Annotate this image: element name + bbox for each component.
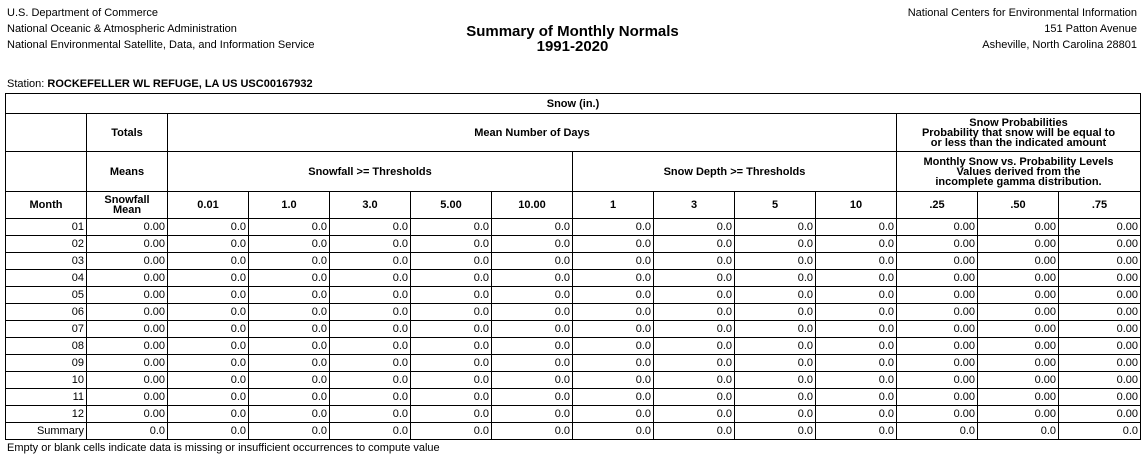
value-cell: 0.00 xyxy=(1059,355,1141,372)
value-cell: 0.00 xyxy=(1059,372,1141,389)
table-row xyxy=(6,236,1141,253)
value-cell: 0.00 xyxy=(897,236,978,253)
value-cell: 0.0 xyxy=(654,389,735,406)
value-cell: 0.0 xyxy=(654,287,735,304)
snowfall-thresholds-header: Snowfall >= Thresholds xyxy=(168,152,573,192)
report-period: 1991-2020 xyxy=(536,38,609,55)
value-cell: 0.00 xyxy=(897,287,978,304)
value-cell: 0.00 xyxy=(87,321,168,338)
value-cell: 0.0 xyxy=(411,406,492,423)
value-cell: 0.0 xyxy=(897,423,978,440)
threshold-column-header: .50 xyxy=(978,192,1059,219)
month-cell: Summary xyxy=(6,423,87,440)
header-line: Snow Probabilities xyxy=(969,116,1068,129)
value-cell: 0.0 xyxy=(492,219,573,236)
value-cell: 0.0 xyxy=(492,270,573,287)
value-cell: 0.00 xyxy=(897,321,978,338)
value-cell: 0.0 xyxy=(654,423,735,440)
value-cell: 0.0 xyxy=(87,423,168,440)
header-line: Values derived from the xyxy=(956,165,1081,178)
value-cell: 0.0 xyxy=(573,372,654,389)
table-row xyxy=(6,304,1141,321)
value-cell: 0.0 xyxy=(816,287,897,304)
agency-line: National Oceanic & Atmospheric Administration xyxy=(7,23,237,35)
mean-days-header: Mean Number of Days xyxy=(168,114,897,152)
value-cell: 0.0 xyxy=(816,338,897,355)
value-cell: 0.00 xyxy=(1059,219,1141,236)
table-row xyxy=(6,270,1141,287)
value-cell: 0.0 xyxy=(249,253,330,270)
table-row xyxy=(6,406,1141,423)
month-cell: 05 xyxy=(6,287,87,304)
value-cell: 0.00 xyxy=(978,372,1059,389)
value-cell: 0.00 xyxy=(978,389,1059,406)
value-cell: 0.00 xyxy=(87,236,168,253)
value-cell: 0.0 xyxy=(168,236,249,253)
value-cell: 0.0 xyxy=(978,423,1059,440)
threshold-column-header: .75 xyxy=(1059,192,1141,219)
value-cell: 0.0 xyxy=(573,321,654,338)
month-cell: 01 xyxy=(6,219,87,236)
value-cell: 0.0 xyxy=(816,236,897,253)
value-cell: 0.00 xyxy=(1059,389,1141,406)
threshold-column-header: 0.01 xyxy=(168,192,249,219)
address-line: Asheville, North Carolina 28801 xyxy=(982,39,1137,51)
value-cell: 0.0 xyxy=(492,372,573,389)
snow-depth-thresholds-header: Snow Depth >= Thresholds xyxy=(573,152,897,192)
value-cell: 0.00 xyxy=(897,355,978,372)
value-cell: 0.00 xyxy=(978,253,1059,270)
value-cell: 0.0 xyxy=(654,304,735,321)
value-cell: 0.0 xyxy=(816,321,897,338)
value-cell: 0.0 xyxy=(330,219,411,236)
value-cell: 0.0 xyxy=(816,372,897,389)
value-cell: 0.0 xyxy=(330,253,411,270)
value-cell: 0.0 xyxy=(573,270,654,287)
footnote: Empty or blank cells indicate data is missing or insufficient occurrences to compute value xyxy=(7,442,440,454)
value-cell: 0.0 xyxy=(654,236,735,253)
value-cell: 0.0 xyxy=(330,236,411,253)
value-cell: 0.0 xyxy=(816,270,897,287)
value-cell: 0.00 xyxy=(978,338,1059,355)
value-cell: 0.0 xyxy=(411,389,492,406)
value-cell: 0.00 xyxy=(1059,321,1141,338)
value-cell: 0.0 xyxy=(330,389,411,406)
value-cell: 0.00 xyxy=(978,355,1059,372)
header-line: Probability that snow will be equal to xyxy=(921,126,1116,139)
value-cell: 0.0 xyxy=(249,355,330,372)
value-cell: 0.0 xyxy=(654,406,735,423)
value-cell: 0.0 xyxy=(249,321,330,338)
table-row xyxy=(6,219,1141,236)
value-cell: 0.0 xyxy=(654,321,735,338)
value-cell: 0.0 xyxy=(492,338,573,355)
agency-line: National Environmental Satellite, Data, and Information Service xyxy=(7,39,315,51)
value-cell: 0.0 xyxy=(168,406,249,423)
value-cell: 0.0 xyxy=(816,423,897,440)
value-cell: 0.0 xyxy=(411,219,492,236)
value-cell: 0.0 xyxy=(249,219,330,236)
table-row xyxy=(6,338,1141,355)
value-cell: 0.00 xyxy=(87,287,168,304)
month-cell: 06 xyxy=(6,304,87,321)
value-cell: 0.0 xyxy=(735,338,816,355)
table-row xyxy=(6,372,1141,389)
value-cell: 0.0 xyxy=(492,253,573,270)
agency-line: U.S. Department of Commerce xyxy=(7,7,158,19)
value-cell: 0.0 xyxy=(735,304,816,321)
value-cell: 0.0 xyxy=(411,321,492,338)
table-row xyxy=(6,253,1141,270)
value-cell: 0.00 xyxy=(1059,287,1141,304)
station-label: Station: xyxy=(7,78,45,90)
value-cell: 0.0 xyxy=(330,406,411,423)
value-cell: 0.0 xyxy=(735,372,816,389)
value-cell: 0.00 xyxy=(87,372,168,389)
value-cell: 0.00 xyxy=(978,321,1059,338)
value-cell: 0.0 xyxy=(492,423,573,440)
value-cell: 0.0 xyxy=(816,406,897,423)
threshold-column-header: 1.0 xyxy=(249,192,330,219)
value-cell: 0.0 xyxy=(249,389,330,406)
value-cell: 0.00 xyxy=(87,389,168,406)
snow-normals-table xyxy=(5,93,1141,440)
header-line: incomplete gamma distribution. xyxy=(935,175,1102,188)
table-row xyxy=(6,321,1141,338)
value-cell: 0.0 xyxy=(249,270,330,287)
table-row xyxy=(6,355,1141,372)
value-cell: 0.0 xyxy=(330,321,411,338)
value-cell: 0.00 xyxy=(897,372,978,389)
value-cell: 0.0 xyxy=(330,423,411,440)
value-cell: 0.0 xyxy=(735,219,816,236)
table-row xyxy=(6,389,1141,406)
value-cell: 0.0 xyxy=(735,423,816,440)
value-cell: 0.00 xyxy=(87,406,168,423)
header-line: or less than the indicated amount xyxy=(930,136,1107,149)
value-cell: 0.0 xyxy=(492,287,573,304)
value-cell: 0.0 xyxy=(168,389,249,406)
value-cell: 0.0 xyxy=(411,287,492,304)
value-cell: 0.00 xyxy=(897,253,978,270)
address-line: National Centers for Environmental Information xyxy=(907,7,1137,19)
station-name: ROCKEFELLER WL REFUGE, LA US USC00167932 xyxy=(47,78,313,90)
value-cell: 0.0 xyxy=(330,287,411,304)
month-cell: 08 xyxy=(6,338,87,355)
value-cell: 0.0 xyxy=(735,406,816,423)
value-cell: 0.0 xyxy=(168,304,249,321)
value-cell: 0.0 xyxy=(411,236,492,253)
value-cell: 0.0 xyxy=(492,236,573,253)
value-cell: 0.00 xyxy=(87,253,168,270)
value-cell: 0.0 xyxy=(735,270,816,287)
value-cell: 0.0 xyxy=(249,304,330,321)
value-cell: 0.0 xyxy=(168,219,249,236)
month-cell: 10 xyxy=(6,372,87,389)
value-cell: 0.0 xyxy=(249,287,330,304)
value-cell: 0.0 xyxy=(249,338,330,355)
value-cell: 0.0 xyxy=(573,406,654,423)
value-cell: 0.0 xyxy=(735,389,816,406)
month-column-header: Month xyxy=(6,192,87,219)
value-cell: 0.00 xyxy=(978,406,1059,423)
address-block xyxy=(908,5,1137,53)
value-cell: 0.0 xyxy=(330,355,411,372)
value-cell: 0.00 xyxy=(87,338,168,355)
month-cell: 11 xyxy=(6,389,87,406)
value-cell: 0.00 xyxy=(897,406,978,423)
value-cell: 0.0 xyxy=(735,287,816,304)
value-cell: 0.00 xyxy=(978,236,1059,253)
value-cell: 0.0 xyxy=(168,270,249,287)
value-cell: 0.0 xyxy=(168,253,249,270)
value-cell: 0.0 xyxy=(573,355,654,372)
value-cell: 0.00 xyxy=(897,389,978,406)
month-cell: 04 xyxy=(6,270,87,287)
snowfall-mean-header xyxy=(87,192,168,219)
value-cell: 0.0 xyxy=(411,372,492,389)
blank-cell xyxy=(6,114,87,152)
value-cell: 0.0 xyxy=(1059,423,1141,440)
value-cell: 0.0 xyxy=(573,423,654,440)
value-cell: 0.0 xyxy=(654,219,735,236)
value-cell: 0.0 xyxy=(816,389,897,406)
month-cell: 02 xyxy=(6,236,87,253)
value-cell: 0.0 xyxy=(735,321,816,338)
value-cell: 0.0 xyxy=(330,372,411,389)
value-cell: 0.0 xyxy=(654,338,735,355)
threshold-column-header: 5.00 xyxy=(411,192,492,219)
value-cell: 0.0 xyxy=(411,338,492,355)
value-cell: 0.0 xyxy=(573,253,654,270)
value-cell: 0.00 xyxy=(1059,253,1141,270)
value-cell: 0.0 xyxy=(492,389,573,406)
value-cell: 0.0 xyxy=(492,321,573,338)
threshold-column-header: 10.00 xyxy=(492,192,573,219)
value-cell: 0.00 xyxy=(978,270,1059,287)
value-cell: 0.00 xyxy=(1059,338,1141,355)
totals-header: Totals xyxy=(87,114,168,152)
value-cell: 0.0 xyxy=(330,338,411,355)
value-cell: 0.0 xyxy=(411,355,492,372)
value-cell: 0.0 xyxy=(573,236,654,253)
value-cell: 0.0 xyxy=(573,338,654,355)
value-cell: 0.0 xyxy=(249,236,330,253)
value-cell: 0.0 xyxy=(492,355,573,372)
station-line xyxy=(7,78,313,90)
blank-cell xyxy=(6,152,87,192)
month-cell: 09 xyxy=(6,355,87,372)
summary-row xyxy=(6,423,1141,440)
value-cell: 0.0 xyxy=(168,355,249,372)
value-cell: 0.0 xyxy=(168,372,249,389)
value-cell: 0.0 xyxy=(168,423,249,440)
value-cell: 0.00 xyxy=(87,355,168,372)
value-cell: 0.00 xyxy=(87,270,168,287)
threshold-column-header: 10 xyxy=(816,192,897,219)
value-cell: 0.0 xyxy=(411,304,492,321)
probability-levels-header xyxy=(897,152,1141,192)
value-cell: 0.00 xyxy=(1059,270,1141,287)
address-line: 151 Patton Avenue xyxy=(1044,23,1137,35)
value-cell: 0.0 xyxy=(168,287,249,304)
value-cell: 0.0 xyxy=(249,423,330,440)
value-cell: 0.00 xyxy=(87,304,168,321)
value-cell: 0.0 xyxy=(816,219,897,236)
month-cell: 12 xyxy=(6,406,87,423)
value-cell: 0.0 xyxy=(816,304,897,321)
threshold-column-header: .25 xyxy=(897,192,978,219)
value-cell: 0.0 xyxy=(573,219,654,236)
value-cell: 0.0 xyxy=(735,236,816,253)
value-cell: 0.0 xyxy=(168,338,249,355)
value-cell: 0.00 xyxy=(897,270,978,287)
value-cell: 0.0 xyxy=(249,372,330,389)
value-cell: 0.0 xyxy=(816,253,897,270)
header-line: Mean xyxy=(112,204,142,216)
header-line: Snowfall xyxy=(104,194,150,206)
value-cell: 0.0 xyxy=(735,355,816,372)
value-cell: 0.0 xyxy=(330,270,411,287)
value-cell: 0.0 xyxy=(573,389,654,406)
value-cell: 0.0 xyxy=(654,355,735,372)
value-cell: 0.0 xyxy=(249,406,330,423)
value-cell: 0.0 xyxy=(735,253,816,270)
value-cell: 0.00 xyxy=(897,304,978,321)
threshold-column-header: 3 xyxy=(654,192,735,219)
value-cell: 0.00 xyxy=(978,287,1059,304)
value-cell: 0.0 xyxy=(330,304,411,321)
month-cell: 03 xyxy=(6,253,87,270)
value-cell: 0.0 xyxy=(654,372,735,389)
value-cell: 0.0 xyxy=(411,270,492,287)
report-title: Summary of Monthly Normals xyxy=(466,23,679,40)
value-cell: 0.0 xyxy=(411,253,492,270)
value-cell: 0.0 xyxy=(654,253,735,270)
value-cell: 0.00 xyxy=(1059,236,1141,253)
value-cell: 0.0 xyxy=(492,406,573,423)
value-cell: 0.0 xyxy=(816,355,897,372)
threshold-column-header: 5 xyxy=(735,192,816,219)
threshold-column-header: 1 xyxy=(573,192,654,219)
month-cell: 07 xyxy=(6,321,87,338)
value-cell: 0.0 xyxy=(492,304,573,321)
value-cell: 0.0 xyxy=(168,321,249,338)
value-cell: 0.00 xyxy=(897,338,978,355)
snow-probabilities-header xyxy=(897,114,1141,152)
table-row xyxy=(6,287,1141,304)
snow-group-header: Snow (in.) xyxy=(6,94,1141,114)
value-cell: 0.0 xyxy=(411,423,492,440)
value-cell: 0.0 xyxy=(573,304,654,321)
header-line: Monthly Snow vs. Probability Levels xyxy=(923,155,1114,168)
value-cell: 0.00 xyxy=(978,304,1059,321)
value-cell: 0.0 xyxy=(654,270,735,287)
value-cell: 0.00 xyxy=(1059,406,1141,423)
value-cell: 0.00 xyxy=(1059,304,1141,321)
value-cell: 0.0 xyxy=(573,287,654,304)
value-cell: 0.00 xyxy=(978,219,1059,236)
value-cell: 0.00 xyxy=(897,219,978,236)
value-cell: 0.00 xyxy=(87,219,168,236)
threshold-column-header: 3.0 xyxy=(330,192,411,219)
means-header: Means xyxy=(87,152,168,192)
